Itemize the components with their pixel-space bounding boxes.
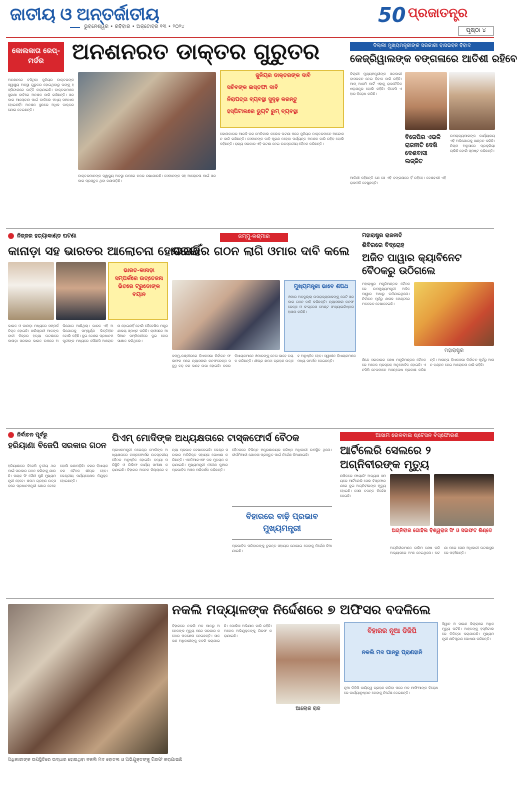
- ajit-pawar-photo: [414, 282, 494, 346]
- agniveer-photo-1: [390, 474, 430, 526]
- demand-item: ନିରାପତ୍ତା ବ୍ୟବସ୍ଥା ସୁଦୃଢ଼ କରନ୍ତୁ: [227, 97, 298, 103]
- story8-kicker: ଆସାମ ରେଳବାଇ ଷ୍ଟେସନ ବିସ୍ଫୋରଣ: [340, 432, 494, 441]
- story3-body: ଭାରତ ଓ କାନାଡ଼ା ମଧ୍ୟରେ ସମ୍ପର୍କ ତିକ୍ତ ହୋଇଛି। ଖଲିସ୍ତାନୀ ଆତଙ୍କବାଦୀ ନିଜ୍ଜର ହତ୍ୟା ଘଟଣାରେ କାନାଡ଼ା ସରକାର ଭାରତ ଉପରେ ଅଭିଯୋଗ ଆଣିଥିଲା। ଭାରତ ଏହି ଅଭିଯୋଗକୁ ସମ୍ପୂର୍ଣ୍ଣ ଭିତ୍ତିହୀନ ବୋଲି କହିଛି। ଦୁଇ ଦେଶର ପ୍ରଧାନମନ୍ତ୍ରୀଙ୍କ ମଧ୍ୟରେ କୌଣସି ଆଲୋଚନା ହୋଇନାହିଁ ବୋଲି ବୈଦେଶିକ ମନ୍ତ୍ରଣାଳୟ ସ୍ପଷ୍ଟ କରିଛି। ଲାଓସରେ ଆସିଆନ ସମ୍ମିଳନୀରେ ଦୁଇ ନେତା ସାକ୍ଷାତ କରିଥିଲେ।: [8, 324, 168, 343]
- paper-name: ପ୍ରଜାତନ୍ତ୍ର: [408, 6, 468, 21]
- story2-body-2: ଉପରାଜ୍ୟପାଳଙ୍କ କାର୍ଯ୍ୟାଳୟ ଏହି ଅଭିଯୋଗକୁ ଖଣ୍ଡନ କରିଛି। ନିୟମ ଅନୁସାରେ ପ୍ରକ୍ରିୟା ଚାଲିଛି ବୋଲି ସ୍ପଷ୍ଟ କରିଛନ୍ତି।: [450, 134, 495, 153]
- story6-body: ହରିୟାଣାରେ ବିଜେପି ତୃତୀୟ ଥର ପାଇଁ ସରକାର ଗଠନ କରିବାକୁ ଯାଉଛି। ନାୟବ ସିଂ ସୈନୀ ପୁଣି ମୁଖ୍ୟମନ୍ତ୍ରୀ ହେବେ। ଶପଥ ଗ୍ରହଣ ଉତ୍ସବରେ ପ୍ରଧାନମନ୍ତ୍ରୀ ଯୋଗ ଦେବେ ବୋଲି ଜଣାପଡ଼ିଛି। ଦଳର ବିଧାୟକ ଦଳ ବୈଠକ ଶୀଘ୍ର ହେବ। କେନ୍ଦ୍ରୀୟ ପର୍ଯ୍ୟବେକ୍ଷକ ନିଯୁକ୍ତ ହୋଇଛନ୍ତି।: [8, 464, 108, 488]
- story1-body-col1: ଅନଶନରେ ବସିଥିବା ଜୁନିୟର ଡାକ୍ତରଙ୍କ ସ୍ୱାସ୍ଥ୍ୟ ଅବସ୍ଥା ଗୁରୁତର ହୋଇଥିବାରୁ ତାଙ୍କୁ ହସ୍ପିଟାଲରେ ଭର୍ତ୍ତି କରାଯାଇଛି। ଡାକ୍ତରମାନେ ସୁରକ୍ଷା ଦାବିରେ ଅନଶନ ଜାରି ରଖିଛନ୍ତି। ସରକାର ଆଲୋଚନା ପାଇଁ ଡାକିଲେ ମଧ୍ୟ ସମାଧାନ ହୋଇନାହିଁ। ଅନଶନ ସ୍ଥଳରେ ଅଧିକ ଡାକ୍ତର ଯୋଗ ଦେଇଛନ୍ତି।: [8, 78, 74, 112]
- masthead: [0, 0, 500, 34]
- anniversary-years: 50: [378, 3, 406, 27]
- saxena-photo: [449, 72, 495, 130]
- story1-body-col3: ଡାକ୍ତରମାନଙ୍କ ସ୍ୱାସ୍ଥ୍ୟ ଅବସ୍ଥା ଉପରେ ନଜର ରଖାଯାଉଛି। ସେମାନଙ୍କ ସହ ଆଲୋଚନା ପାଇଁ ସରକାର ପ୍ରସ୍ତୁତ ଥିବା ଜଣାପଡ଼ିଛି।: [78, 174, 216, 183]
- story2-pullquote: ବିଜେପିର ଏଭଳି ରାଜନୀତି ଦେଖି ଦେଶବାସୀ ଲଜ୍ଜିତ: [405, 134, 441, 165]
- story9-body-3: ସିୱାନ ଓ ସାରଣ ଜିଲ୍ଲାରେ ଅଧିକ ମୃତ୍ୟୁ ଘଟିଛି। ଆହତଙ୍କୁ ହସ୍ପିଟାଲରେ ଚିକିତ୍ସା କରାଯାଉଛି। ମୁଖ୍ୟମନ୍ତ୍ରୀ କ୍ଷତିପୂରଣ ଘୋଷଣା କରିଛନ୍ତି।: [442, 622, 494, 641]
- story3-kicker: ନିଜ୍ଜର ହତ୍ୟାକାଣ୍ଡ ଘଟଣା: [8, 233, 168, 242]
- dgp-photo: [276, 624, 340, 704]
- story8-headline: ଆର୍ଟିଲେରି ସେଲରେ ୨ ଅଗ୍ନିବୀରଙ୍କ ମୃତ୍ୟୁ: [340, 444, 431, 471]
- story8-body: ନାସିକରେ ଫାୟାରିଂ ଅଭ୍ୟାସ ସମୟରେ ଆର୍ଟିଲେରି ସେଲ ବିସ୍ଫୋରଣରେ ଦୁଇ ଅଗ୍ନିବୀରଙ୍କ ମୃତ୍ୟୁ ହୋଇଛି। ସେନା ତଦନ୍ତ ନିର୍ଦ୍ଦେଶ ଦେଇଛି।: [340, 474, 386, 498]
- story9-body: ବିହାରରେ ନକଲି ମଦ ପାନରୁ ଅନେକଙ୍କ ମୃତ୍ୟୁ ପରେ ସରକାର କଠୋର ପଦକ୍ଷେପ ନେଇଛନ୍ତି। ସାତ ଜଣ ଅଧିକାରୀଙ୍କୁ ବଦଳି କରାଯାଇଛି। ପୋଲିସ ଅଭିଯାନ ଜାରି ରହିଛି। ଅନେକ ଅଭିଯୁକ୍ତଙ୍କୁ ଗିରଫ କରାଯାଇଛି।: [172, 624, 272, 643]
- dgp-photo-caption: ଆଲୋକ ରାଜ: [295, 706, 321, 712]
- story6-kicker: ନିର୍ବାଚନ ପୂର୍ବରୁ: [8, 432, 108, 440]
- story5-subhead: ଶିବିରରେ ବିଦ୍ରୋହ: [362, 242, 405, 249]
- story2-body: ଦିଲ୍ଲୀ ମୁଖ୍ୟମନ୍ତ୍ରୀଙ୍କ ସରକାରୀ ବାସଭବନ ନେଇ ବିବାଦ ଜାରି ରହିଛି। ଆମ୍ ଆଦମି ପାର୍ଟି ଏହାକୁ ରାଜନୈତିକ ଷଡ଼ଯନ୍ତ୍ର ବୋଲି କହିଛି। ବିଜେପି ଏହାର ବିରୋଧ କରିଛି।: [350, 72, 402, 96]
- story-tag: କୋଲକାତା ରେପ୍-ମର୍ଡର: [8, 42, 64, 72]
- story9-body-2: ନୂଆ ଡିଜିପି ଦାୟିତ୍ୱ ଗ୍ରହଣ କରିବା ପରେ ମଦ ମାଫିଆଙ୍କ ବିରୋଧରେ କାର୍ଯ୍ୟାନୁଷ୍ଠାନ ନେବାକୁ ନିର୍ଦ୍ଦେଶ ଦେଇଛନ୍ତି।: [344, 686, 438, 695]
- story2-headline: କେଜ୍ରିୱାଲଙ୍କ ବଙ୍ଗଳାରେ ଆତିଶୀ ରହିବେ: [350, 54, 517, 65]
- story4-sidebox: ମୁଖ୍ୟମନ୍ତ୍ରୀ ଭାବେ ଶପଥ ଓମାର ଅବଦୁଲ୍ଲା ଉପରାଜ୍ୟପାଳଙ୍କୁ ଭେଟି ସରକାର ଗଠନ ଦାବି କରିଛନ୍ତି। ନ୍ୟାସନାଲ କନଫରେନ୍ସ ଓ କଂଗ୍ରେସ ମେଣ୍ଟ ସଂଖ୍ୟାଗରିଷ୍ଠତା ହାସଲ କରିଛି।: [284, 280, 356, 352]
- story9-photo: [8, 604, 168, 754]
- story2-kicker: ଦିଲ୍ଲୀ ମୁଖ୍ୟମନ୍ତ୍ରୀଙ୍କ ସରକାରୀ ବାସଭବନ ବିବାଦ: [350, 42, 494, 51]
- story1-body-col2: କୋଲକାତାର ଆରଜି କର ମେଡିକାଲ କଲେଜ ଘଟଣା ପରେ ଜୁନିୟର ଡାକ୍ତରମାନେ ଆନ୍ଦୋଳନ ଜାରି ରଖିଛନ୍ତି। ସେମାନଙ୍କ ଦାବି ପୂରଣ ନହେବା ପର୍ଯ୍ୟନ୍ତ ଅନଶନ ଜାରି ରହିବ ବୋଲି କହିଛନ୍ତି। ରାଜ୍ୟ ସରକାର ଏହି ଘଟଣା ନେଇ ଉଚ୍ଚସ୍ତରୀୟ ବୈଠକ କରିଛନ୍ତି।: [220, 132, 344, 146]
- story7-body: ପ୍ରଧାନମନ୍ତ୍ରୀ ନରେନ୍ଦ୍ର ମୋଦିଙ୍କ ଅଧ୍ୟକ୍ଷତାରେ ଟାସ୍କଫୋର୍ସର ଉଚ୍ଚସ୍ତରୀୟ ବୈଠକ ଅନୁଷ୍ଠିତ ହୋଇଛି। ବନ୍ୟା ପରିସ୍ଥିତି ଓ ରିଲିଫ କାର୍ଯ୍ୟ ସମୀକ୍ଷା କରାଯାଇଛି। ବିହାରର ଅନେକ ଜିଲ୍ଲାରେ ବନ୍ୟା ପ୍ରଭାବ ଦେଖାଦେଇଛି। କେନ୍ଦ୍ର ସରକାର ଅତିରିକ୍ତ ସହାୟତା ଘୋଷଣା କରିଛନ୍ତି। ଏନଡିଆରଏଫ ଦଳ ମୁତୟନ କରାଯାଇଛି। ମୁଖ୍ୟମନ୍ତ୍ରୀ ନୀତୀଶ କୁମାର ପ୍ରଭାବିତ ଅଞ୍ଚଳ ପରିଦର୍ଶନ କରିଛନ୍ତି।: [112, 448, 228, 472]
- story5-kicker: ମହାରାଷ୍ଟ୍ର ରାଜନୀତି: [362, 233, 403, 239]
- demand-item: ହସ୍ପିଟାଲରେ ଡ୍ୟୁଟି ରୁମ୍ ବ୍ୟବସ୍ଥା: [227, 109, 298, 115]
- page-number: ପୃଷ୍ଠା ୪: [458, 26, 494, 36]
- demand-item: ସଚିବଙ୍କ ଇସ୍ତଫା ଦାବି: [227, 85, 279, 91]
- story4-body: ଜମ୍ମୁ-କଶ୍ମୀରରେ ବିଧାନସଭା ନିର୍ବାଚନ ଫଳାଫଳ ପରେ ନ୍ୟାସନାଲ କନଫରେନ୍ସ ସବୁଠୁ ବଡ଼ ଦଳ ଭାବେ ଉଭା ହୋଇଛି। ଦଳର ବିଧାୟକମାନେ ଓମାରଙ୍କୁ ନେତା ଭାବେ ଚୟନ କରିଛନ୍ତି। ଶୀଘ୍ର ଶପଥ ଗ୍ରହଣ ଉତ୍ସବ ଅନୁଷ୍ଠିତ ହେବ। ସ୍ୱାଧୀନ ବିଧାୟକମାନେ ମଧ୍ୟ ସମର୍ଥନ ଦେଇଛନ୍ତି।: [172, 354, 356, 368]
- story5-headline: ଅଜିତ ପାୱାର କ୍ୟାବିନେଟ ବୈଠକରୁ ଉଠିଗଲେ: [362, 253, 462, 277]
- story1-demands-box: [220, 70, 344, 128]
- story9-box: ବିହାରର ନୂଆ ଡିଜିପି ନକଲି ମଦ ପାନରୁ ପ୍ରାଣହାନି: [344, 622, 438, 682]
- story9-bottom-caption: ଅଧିକାରୀଙ୍କ ଉପସ୍ଥିତିରେ ଉଦ୍ଧାର ହୋଇଥିବା ନକଲି ମଦ ବୋତଲ ଓ ଅଭିଯୁକ୍ତଙ୍କୁ ଗିରଫ କରାଯାଇଛି: [8, 758, 183, 763]
- story7-body-3: ପ୍ରଭାବିତ ପରିବାରଙ୍କୁ ତୁରନ୍ତ ସହାୟତା ଯୋଗାଇ ଦେବାକୁ ନିର୍ଦ୍ଦେଶ ଦିଆଯାଇଛି।: [232, 544, 332, 553]
- story1-headline: ଅନଶନରତ ଡାକ୍ତର ଗୁରୁତର: [72, 40, 320, 65]
- story5-photo-caption: ମହାରାଷ୍ଟ୍ର: [444, 348, 464, 354]
- story8-caption: ଅଗ୍ନିବୀର ଗୋହିଲ ବିଶ୍ୱରାଜ ସିଂ ଓ ସଇଫତ ଶିଣ୍ଡେ: [391, 528, 493, 534]
- story5-body: ମହାରାଷ୍ଟ୍ର ମନ୍ତ୍ରିମଣ୍ଡଳ ବୈଠକରେ ଉପମୁଖ୍ୟମନ୍ତ୍ରୀ ଅଜିତ ପାୱାର ଅଧାରୁ ଉଠିଯାଇଥିଲେ। ନିର୍ବାଚନ ପୂର୍ବରୁ ଶାସକ ମେଣ୍ଟରେ ମତଭେଦ ଦେଖାଦେଇଛି।: [362, 282, 410, 306]
- story9-headline: ନକଲି ମଦ୍ୟାଳଙ୍କ ନିର୍ଦ୍ଦେଶରେ ୭ ଅଫିସର ବଦଳିଲେ: [172, 603, 431, 618]
- story5-body-2: ଶିନ୍ଦେ ସରକାରର ଶେଷ ମନ୍ତ୍ରିମଣ୍ଡଳ ବୈଠକରେ ଅନେକ ପ୍ରସ୍ତାବ ଅନୁମୋଦିତ ହୋଇଛି। ଏନସିପି ନେତାମାନେ ଅସନ୍ତୋଷ ପ୍ରକାଶ କରିଛନ୍ତି। ଆସନ୍ତା ବିଧାନସଭା ନିର୍ବାଚନ ପୂର୍ବରୁ ଆସନ ବଣ୍ଟନ ନେଇ ଆଲୋଚନା ଜାରି ରହିଛି।: [362, 358, 494, 372]
- dateline: ଭୁବନେଶ୍ୱର • ରବିବାର • ଅକ୍ଟୋବର ୧୩ • ୨୦୨୪: [70, 24, 330, 31]
- agniveer-photo-2: [434, 474, 494, 526]
- story7-body-2: ବୈଠକରେ ବିଭିନ୍ନ ମନ୍ତ୍ରଣାଳୟର ବରିଷ୍ଠ ଅଧିକାରୀ ଉପସ୍ଥିତ ଥିଲେ। ଦୀର୍ଘମିଆଦୀ ଯୋଜନା ପ୍ରସ୍ତୁତ ପାଇଁ ନିର୍ଦ୍ଦେଶ ଦିଆଯାଇଛି।: [232, 448, 332, 457]
- demands-heading: ଜୁନିୟର ଡାକ୍ତରଙ୍କ ଦାବି: [255, 73, 311, 79]
- story8-body-2: ଅଗ୍ନିବୀରମାନେ ତାଲିମ ଶେଷ କରି ଅଭ୍ୟାସରେ ଅଂଶ ନେଇଥିଲେ। ଘଟଣା ପରେ ସେନା ଅଧିକାରୀ ଘଟଣାସ୍ଥଳରେ ପହଞ୍ଚିଛନ୍ତି।: [390, 546, 494, 555]
- story1-photo: [78, 72, 216, 170]
- story3-headline: କାନାଡ଼ା ସହ ଭାରତର ଆଲୋଚନା ହୋଇନାହିଁ: [8, 244, 201, 258]
- story3-box: ଭାରତ-କାନାଡ଼ା ସମ୍ପର୍କରେ ଉତ୍ତେଜନା ଭିତରେ ଟ୍ରୁଡୋଙ୍କ ବୟାନ: [108, 262, 168, 320]
- story7-pullquote: ବିହାରରେ ବାଢ଼ି ପ୍ରଭାବ ମୁଖ୍ୟମନ୍ତ୍ରୀ: [232, 506, 332, 540]
- story4-headline: ସରକାର ଗଠନ ଲାଗି ଓମାର ଦାବି କଲେ: [172, 244, 350, 258]
- story4-kicker: ଜମ୍ମୁ-କଶ୍ମୀର: [220, 233, 288, 242]
- story2-body-3: ଆତିଶୀ କହିଛନ୍ତି ଯେ ସେ ଏହି ବଙ୍ଗଳାରେ ହିଁ ରହିବେ। ଦେଶବାସୀ ଏହି ରାଜନୀତି ଦେଖୁଛନ୍ତି।: [350, 176, 446, 185]
- atishi-photo: [405, 72, 447, 130]
- omar-photo: [172, 280, 280, 350]
- story7-headline: ପିଏମ୍ ମୋଦିଙ୍କ ଅଧ୍ୟକ୍ଷତାରେ ଟାସ୍କଫୋର୍ସ ବୈଠକ: [112, 433, 300, 444]
- modi-photo: [8, 262, 54, 320]
- trudeau-photo: [56, 262, 106, 320]
- story6-headline: ହରିୟାଣା ବିଜେପି ସରକାର ଗଠନ: [8, 441, 107, 450]
- section-title: ଜାତୀୟ ଓ ଅନ୍ତର୍ଜାତୀୟ: [10, 5, 160, 24]
